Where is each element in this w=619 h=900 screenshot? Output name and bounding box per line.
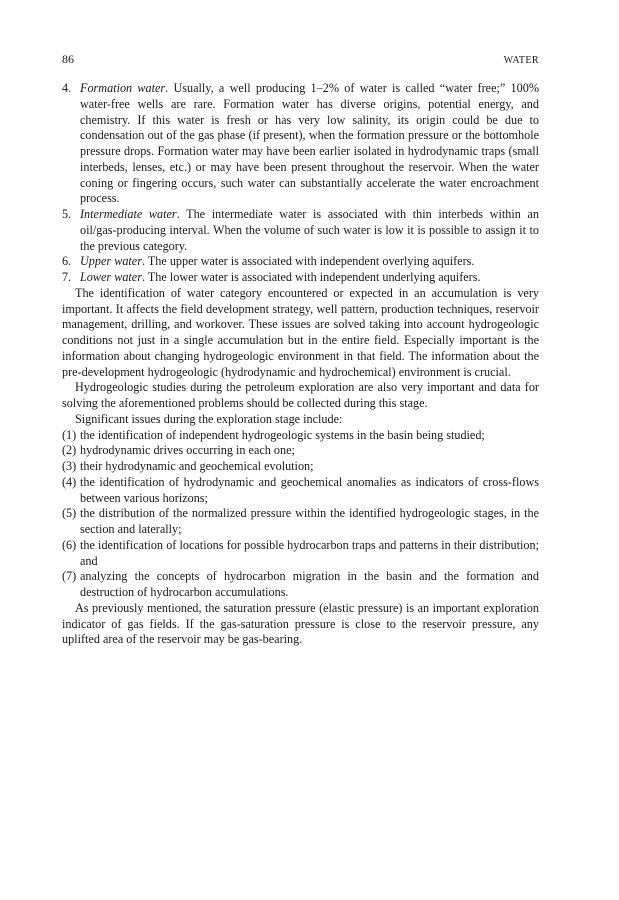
page-body (62, 81, 539, 648)
issue-text: the identification of locations for possible hydrocarbon traps and patterns in their distribution; and (80, 537, 539, 568)
running-title: WATER (503, 55, 539, 66)
document-page (62, 52, 539, 648)
category-item (62, 254, 539, 270)
paragraph-closing: As previously mentioned, the saturation pressure (elastic pressure) is an important exploration indicator of gas fields. If the gas-saturation pressure is close to the reservoir pressure, any uplifted area of the reservoir may be gas-bearing. (62, 600, 539, 647)
issue-item (62, 428, 539, 444)
category-body (80, 81, 539, 207)
category-term: Intermediate water (80, 207, 177, 221)
category-number: 4. (62, 81, 72, 95)
issue-item (62, 506, 539, 538)
category-number: 7. (62, 270, 72, 284)
paragraph-identification: The identification of water category encountered or expected in an accumulation is very important. It affects the field development strategy, well pattern, production techniques, reservoir management, drilling, and workover. These issues are solved taking into account hydrogeologic conditions not just in a single accumulation but in the entire field. Especially important is the information about changing hydrogeologic environment in that field. The information about the pre-development hydrogeologic (hydrodynamic and hydrochemical) environment is crucial. (62, 285, 539, 379)
issue-number: (5) (62, 506, 77, 521)
category-body (80, 207, 539, 254)
category-text: . The intermediate water is associated with thin interbeds within an oil/gas-producing interval. When the volume of such water is low it is possible to assign it to the previous category. (80, 207, 539, 253)
category-item (62, 270, 539, 286)
issue-item (62, 538, 539, 570)
category-number: 6. (62, 254, 72, 269)
issue-number: (1) (62, 427, 77, 442)
category-text: . The lower water is associated with independent underlying aquifers. (141, 270, 481, 284)
page-number: 86 (62, 52, 74, 66)
issue-item (62, 569, 539, 601)
issue-number: (3) (62, 459, 77, 473)
category-term: Upper water (80, 254, 142, 269)
issue-text: hydrodynamic drives occurring in each one; (80, 443, 295, 458)
issue-text: the identification of independent hydrogeologic systems in the basin being studied; (80, 427, 485, 442)
issue-item (62, 459, 539, 475)
issue-text: the distribution of the normalized pressure within the identified hydrogeologic stages, in the section and laterally; (80, 506, 539, 536)
category-item (62, 207, 539, 254)
paragraph-issues-intro: Significant issues during the exploration stage include: (75, 411, 343, 426)
paragraph-hydrogeologic-studies: Hydrogeologic studies during the petroleum exploration are also very important and data for solving the aforementioned problems should be collected during this stage. (62, 380, 539, 410)
issue-number: (4) (62, 474, 77, 489)
category-body (80, 270, 539, 286)
issue-text: their hydrodynamic and geochemical evolution; (80, 459, 314, 473)
category-item (62, 81, 539, 207)
category-body (80, 254, 539, 270)
category-number: 5. (62, 207, 72, 221)
issue-number: (2) (62, 443, 77, 458)
issue-number: (7) (62, 569, 77, 584)
issue-item (62, 475, 539, 507)
category-term: Formation water (80, 81, 166, 95)
issue-text: analyzing the concepts of hydrocarbon migration in the basin and the formation and destruction of hydrocarbon accumulations. (80, 569, 539, 599)
category-text: . Usually, a well producing 1–2% of water is called “water free;” 100% water-free wells are rare. Formation water has diverse origins, potential energy, and chemistry. If this water is fresh or has very low salinity, its origin could be due to condensation out of the gas phase (if present), when the formation pressure or the bottomhole pressure drops. Formation water may have been earlier isolated in hydrodynamic traps (small interbeds, lenses, etc.) or may have been present throughout the reservoir. When the water coning or fingering occurs, such water can substantially accelerate the water encroachment process. (80, 81, 539, 206)
category-term: Lower water (80, 270, 142, 284)
issue-text: the identification of hydrodynamic and geochemical anomalies as indicators of cross-flows between various horizons; (80, 474, 539, 505)
issue-number: (6) (62, 537, 77, 552)
page-header (62, 52, 539, 68)
category-text: . The upper water is associated with independent overlying aquifers. (141, 254, 475, 269)
issue-item (62, 443, 539, 459)
